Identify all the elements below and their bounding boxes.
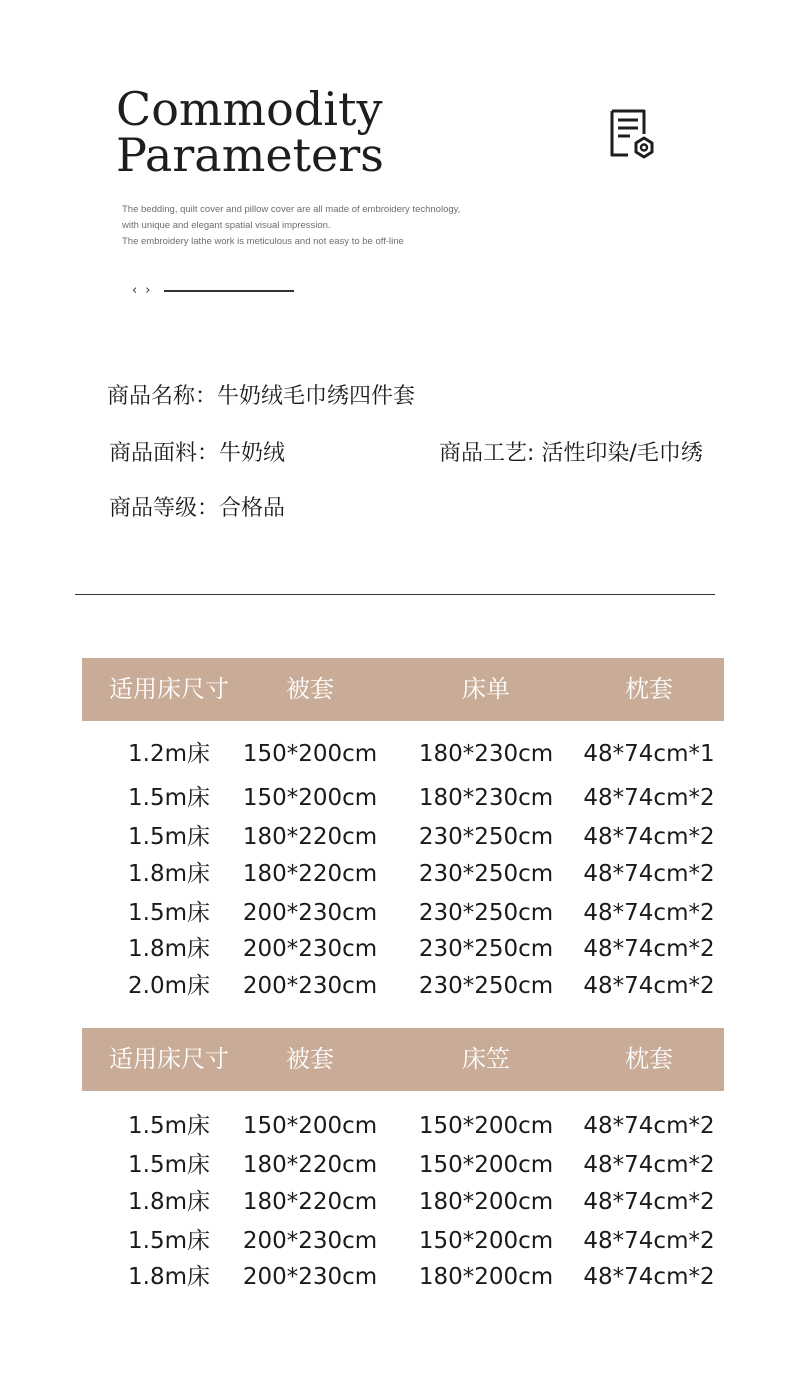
table2-header-cell: 被套 xyxy=(286,1045,334,1073)
table-cell: 150*200cm xyxy=(242,1113,378,1139)
table-cell: 48*74cm*2 xyxy=(583,785,715,811)
table-cell: 48*74cm*2 xyxy=(583,936,715,962)
table1-header-cell: 床单 xyxy=(462,675,510,703)
table2-header-cell: 适用床尺寸 xyxy=(109,1045,229,1073)
table-cell: 1.5m床 xyxy=(128,1152,210,1178)
table-cell: 200*230cm xyxy=(242,900,378,926)
table-row xyxy=(82,898,724,928)
table-row xyxy=(82,1262,724,1292)
page-title-line-2: Parameters xyxy=(116,128,384,182)
table-cell: 48*74cm*2 xyxy=(583,900,715,926)
table-row xyxy=(82,1111,724,1141)
table-cell: 48*74cm*2 xyxy=(583,824,715,850)
table-cell: 180*230cm xyxy=(418,741,554,767)
table-cell: 48*74cm*2 xyxy=(583,1228,715,1254)
table-cell: 200*230cm xyxy=(242,1264,378,1290)
table-cell: 180*220cm xyxy=(242,1189,378,1215)
table-cell: 1.5m床 xyxy=(128,900,210,926)
table-cell: 230*250cm xyxy=(418,973,554,999)
table-cell: 1.5m床 xyxy=(128,1113,210,1139)
table2-header-cell: 床笠 xyxy=(462,1045,510,1073)
document-settings-icon xyxy=(606,108,656,160)
table-cell: 180*230cm xyxy=(418,785,554,811)
table-row xyxy=(82,783,724,813)
param-craft: 商品工艺: 活性印染/毛巾绣 xyxy=(439,441,703,466)
table-cell: 1.8m床 xyxy=(128,1189,210,1215)
page-title-line-1: Commodity xyxy=(116,82,383,136)
table-cell: 1.5m床 xyxy=(128,785,210,811)
intro-line: The bedding, quilt cover and pillow cover are all made of embroidery technology, xyxy=(122,204,461,215)
param-name: 商品名称：牛奶绒毛巾绣四件套 xyxy=(107,384,416,409)
table-cell: 1.8m床 xyxy=(128,861,210,887)
table-cell: 150*200cm xyxy=(242,741,378,767)
table-cell: 200*230cm xyxy=(242,973,378,999)
table2-header xyxy=(82,1028,724,1091)
table-cell: 48*74cm*2 xyxy=(583,861,715,887)
table-cell: 230*250cm xyxy=(418,900,554,926)
table1-header-cell: 被套 xyxy=(286,675,334,703)
param-grade: 商品等级：合格品 xyxy=(109,496,286,521)
table-cell: 180*200cm xyxy=(418,1189,554,1215)
chevron-right-icon: › xyxy=(145,283,151,298)
intro-line: The embroidery lathe work is meticulous and not easy to be off-line xyxy=(122,236,404,247)
table-cell: 48*74cm*2 xyxy=(583,1189,715,1215)
chevron-left-icon: ‹ xyxy=(132,283,138,298)
table1-header xyxy=(82,658,724,721)
table-cell: 180*200cm xyxy=(418,1264,554,1290)
section-divider xyxy=(75,594,715,595)
table-row xyxy=(82,859,724,889)
table-cell: 200*230cm xyxy=(242,936,378,962)
table1-header-cell: 适用床尺寸 xyxy=(109,675,229,703)
pager xyxy=(132,282,294,300)
table-cell: 48*74cm*1 xyxy=(583,741,715,767)
table-cell: 48*74cm*2 xyxy=(583,1264,715,1290)
table2-header-cell: 枕套 xyxy=(625,1045,673,1073)
table-cell: 1.2m床 xyxy=(128,741,210,767)
table-cell: 230*250cm xyxy=(418,861,554,887)
table-cell: 200*230cm xyxy=(242,1228,378,1254)
table-cell: 1.8m床 xyxy=(128,936,210,962)
table-cell: 48*74cm*2 xyxy=(583,1113,715,1139)
table-row xyxy=(82,1226,724,1256)
table-cell: 2.0m床 xyxy=(128,973,210,999)
table-row xyxy=(82,739,724,769)
param-fabric: 商品面料：牛奶绒 xyxy=(109,441,286,466)
table-row xyxy=(82,1187,724,1217)
table-cell: 180*220cm xyxy=(242,824,378,850)
pager-rule xyxy=(164,290,294,292)
table-row xyxy=(82,971,724,1001)
table-cell: 150*200cm xyxy=(242,785,378,811)
table-cell: 230*250cm xyxy=(418,936,554,962)
table-row xyxy=(82,934,724,964)
table-cell: 1.5m床 xyxy=(128,1228,210,1254)
intro-text xyxy=(122,202,542,250)
table-cell: 1.5m床 xyxy=(128,824,210,850)
table-cell: 150*200cm xyxy=(418,1152,554,1178)
table-cell: 180*220cm xyxy=(242,861,378,887)
table-cell: 150*200cm xyxy=(418,1228,554,1254)
table-row xyxy=(82,1150,724,1180)
table-cell: 48*74cm*2 xyxy=(583,1152,715,1178)
table-cell: 150*200cm xyxy=(418,1113,554,1139)
table1-header-cell: 枕套 xyxy=(625,675,673,703)
table-cell: 230*250cm xyxy=(418,824,554,850)
table-cell: 1.8m床 xyxy=(128,1264,210,1290)
intro-line: with unique and elegant spatial visual impression. xyxy=(122,220,331,231)
table-cell: 48*74cm*2 xyxy=(583,973,715,999)
table-cell: 180*220cm xyxy=(242,1152,378,1178)
table-row xyxy=(82,822,724,852)
